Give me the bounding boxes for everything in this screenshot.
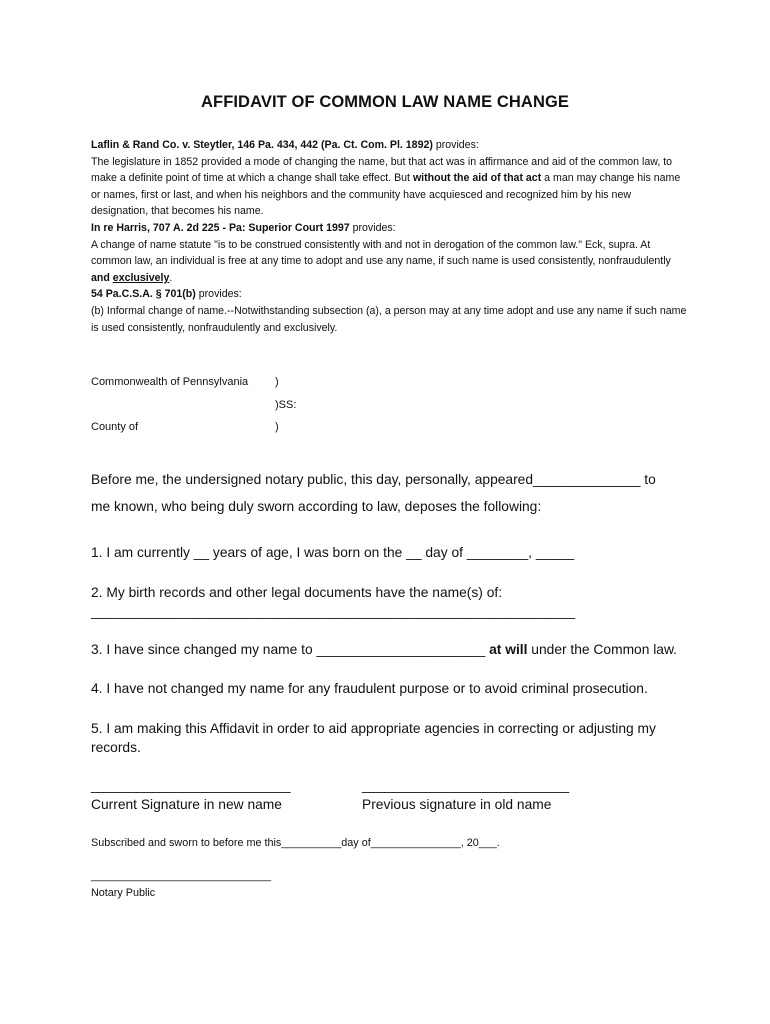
citation-harris-bold-exclusively: exclusively bbox=[112, 271, 170, 284]
signature-line-previous: ___________________________ bbox=[362, 778, 570, 793]
signature-line-current: __________________________ bbox=[91, 778, 291, 793]
item-1-age-birth: 1. I am currently __ years of age, I was born on the __ day of ________, _____ bbox=[91, 545, 575, 560]
citation-harris-provides: provides: bbox=[349, 221, 396, 234]
citation-harris-period: . bbox=[169, 271, 173, 284]
item-2-birth-records: 2. My birth records and other legal documents have the name(s) of: bbox=[91, 585, 503, 600]
citation-statute-provides: provides: bbox=[195, 288, 242, 301]
item-4-not-fraudulent: 4. I have not changed my name for any fraudulent purpose or to avoid criminal prosecution. bbox=[91, 681, 648, 696]
item-3-at-will: at will bbox=[489, 642, 528, 657]
citation-harris-cite: In re Harris, 707 A. 2d 225 - Pa: Superior Court 1997 bbox=[91, 221, 350, 234]
signature-label-previous: Previous signature in old name bbox=[362, 797, 552, 812]
document-title: AFFIDAVIT OF COMMON LAW NAME CHANGE bbox=[201, 93, 569, 111]
item-3-text-b: under the Common law. bbox=[527, 642, 678, 657]
citation-laflin-cite: Laflin & Rand Co. v. Steytler, 146 Pa. 434, 442 (Pa. Ct. Com. Pl. 1892) bbox=[91, 139, 433, 151]
citation-statute-text: (b) Informal change of name.--Notwithstanding subsection (a), a person may at any time adopt and use any name if such name is used consistently, nonfraudulently and exclusively. bbox=[91, 304, 687, 334]
citation-harris bbox=[91, 220, 691, 237]
intro-line-1: Before me, the undersigned notary public, this day, personally, appeared______________ to bbox=[91, 472, 656, 487]
citation-statute-cite: 54 Pa.C.S.A. § 701(b) bbox=[91, 288, 196, 301]
citation-laflin-text-a: The legislature in 1852 provided a mode of changing the name, but that act was in affirmance and aid of the common law, to make a definite point of time at which a change shall take effect. But bbox=[91, 155, 673, 185]
venue-ss: )SS: bbox=[275, 399, 297, 411]
citation-harris-text-a: A change of name statute "is to be construed consistently with and not in derogation of the common law." Eck, supra. At common law, an individual is free at any time to adopt and use any name, if such name is used consistently, nonfraudulently bbox=[91, 238, 671, 268]
item-5-purpose: 5. I am making this Affidavit in order to aid appropriate agencies in correcting or adjusting my records. bbox=[91, 721, 656, 755]
venue-paren-2: ) bbox=[275, 421, 279, 433]
citation-laflin bbox=[91, 137, 691, 154]
notary-subscribed-line: Subscribed and sworn to before me this__________day of_______________, 20___. bbox=[91, 837, 500, 849]
citation-laflin-text-b: a man may change his name or names, first or last, and when his neighbors and the community have acquiesced and recognized him by his new designation, that becomes his name. bbox=[91, 172, 681, 218]
legal-citations bbox=[91, 137, 691, 336]
citation-harris-bold-and: and bbox=[91, 271, 110, 284]
intro-line-2: me known, who being duly sworn according to law, deposes the following: bbox=[91, 499, 542, 514]
signature-label-current: Current Signature in new name bbox=[91, 797, 282, 812]
citation-harris-text bbox=[91, 237, 691, 287]
citation-laflin-text bbox=[91, 154, 691, 220]
notary-public-label: Notary Public bbox=[91, 887, 156, 899]
item-2-name-blank: _________________________________________________________________ bbox=[91, 604, 576, 619]
citation-laflin-bold: without the aid of that act bbox=[412, 172, 542, 185]
venue-commonwealth: Commonwealth of Pennsylvania bbox=[91, 376, 249, 388]
notary-signature-line: ______________________________ bbox=[91, 870, 272, 882]
citation-laflin-provides: provides: bbox=[432, 139, 479, 151]
item-3-text-a: 3. I have since changed my name to ______________________ bbox=[91, 642, 490, 657]
citation-statute bbox=[91, 286, 691, 303]
venue-paren-1: ) bbox=[275, 376, 279, 388]
item-3-changed-name bbox=[91, 642, 677, 657]
venue-county: County of bbox=[91, 421, 139, 433]
